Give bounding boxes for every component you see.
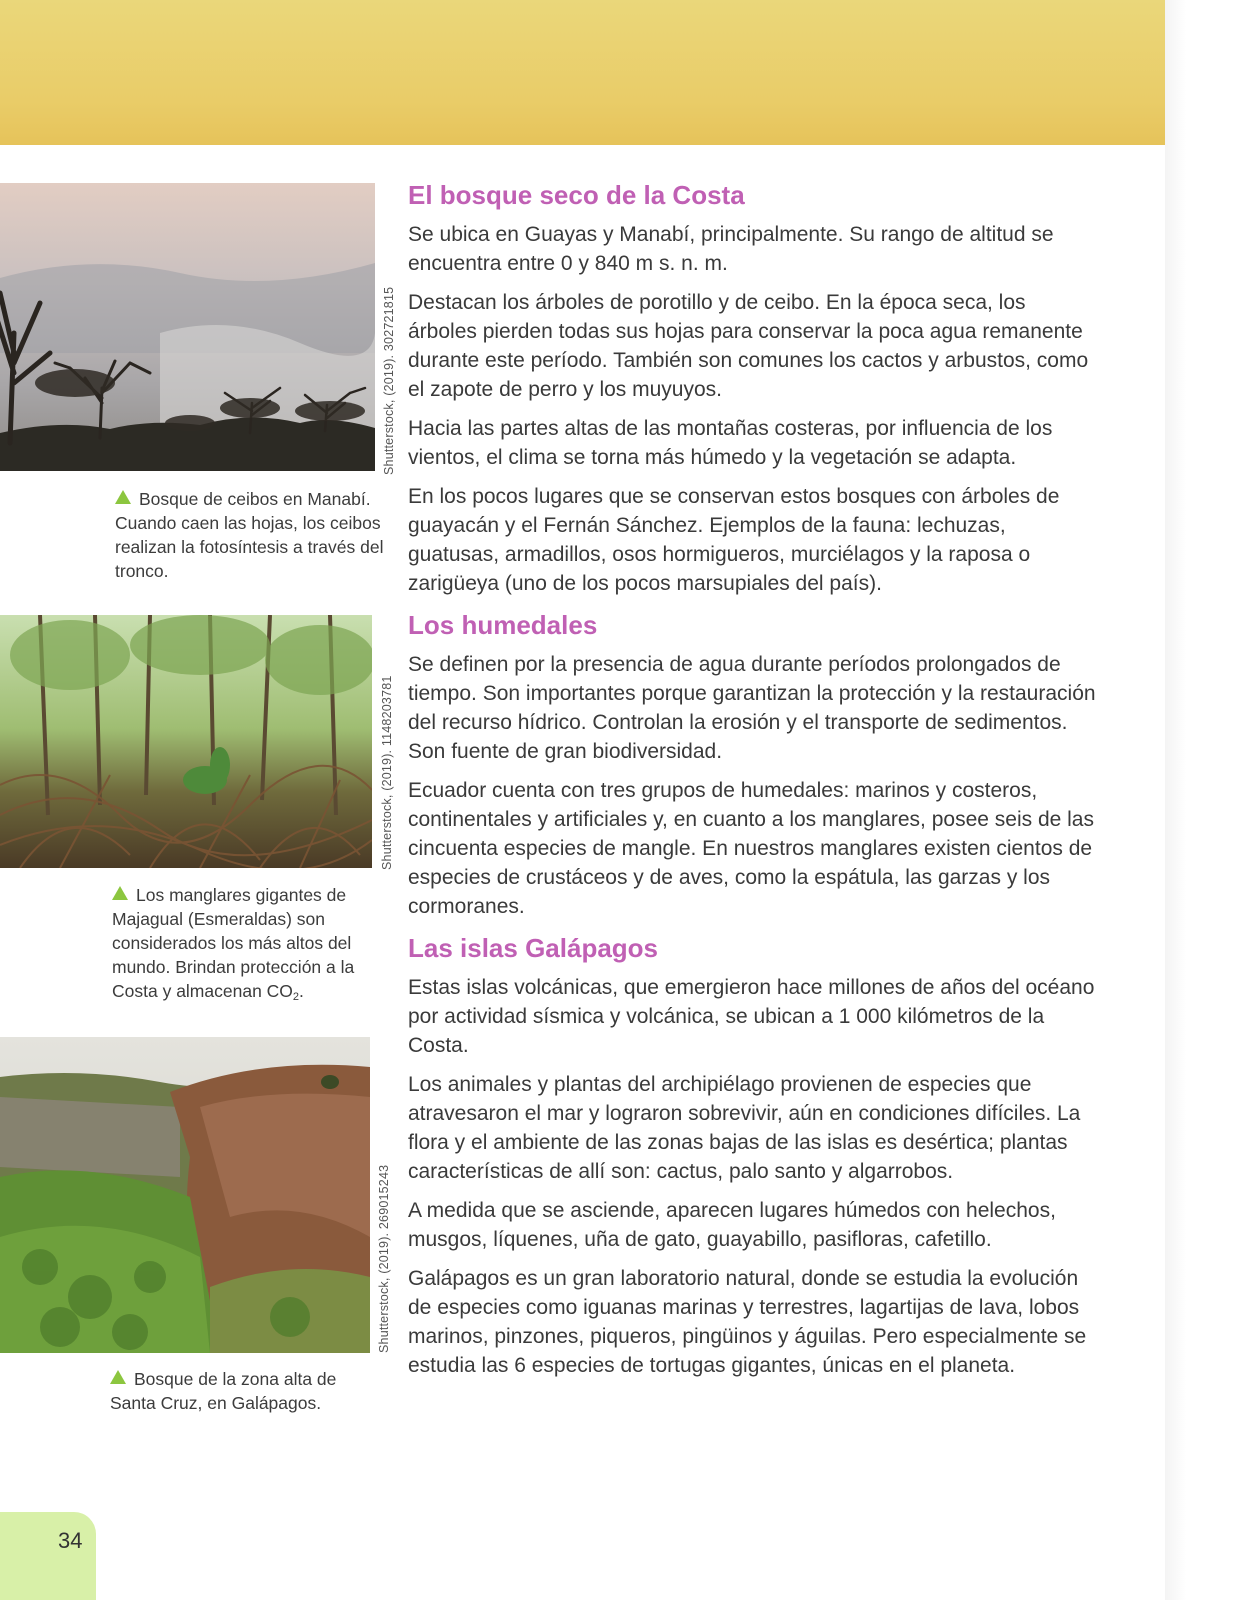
paragraph: En los pocos lugares que se conservan estos bosques con árboles de guayacán y el Fernán Sánchez. Ejemplos de la fauna: lechuzas, guatusas, armadillos, osos hormigueros, murciélagos y la raposa o zarigüeya (uno de los pocos marsupiales del país). xyxy=(408,485,1060,595)
photo-ceibo-forest xyxy=(0,183,375,471)
paragraph: Destacan los árboles de porotillo y de ceibo. En la época seca, los árboles pierden todas sus hojas para conservar la poca agua remanente durante este período. También son comunes los cactos y arbustos, como el zapote de perro y los muyuyos. xyxy=(408,291,1089,401)
triangle-marker-icon xyxy=(112,886,128,900)
paragraph: Los animales y plantas del archipiélago provienen de especies que atravesaron el mar y lograron sobrevivir, aún en condiciones difíciles. La flora y el ambiente de las zonas bajas de las islas es desértica; plantas características de allí son: cactus, palo santo y algarrobos. xyxy=(408,1073,1081,1183)
paragraph: Ecuador cuenta con tres grupos de humedales: marinos y costeros, continentales y artificiales y, en cuanto a los manglares, posee seis de las cincuenta especies de mangle. En nuestros manglares existen cientos de especies de crustáceos y de aves, como la espátula, las garzas y los cormoranes. xyxy=(408,779,1094,918)
photo-mangroves xyxy=(0,615,372,868)
photo-credit: Shutterstock, (2019). 1148203781 xyxy=(380,675,394,870)
paragraph: Se definen por la presencia de agua durante períodos prolongados de tiempo. Son importantes porque garantizan la protección y la restauración del recurso hídrico. Controlan la erosión y el transporte de sedimentos. Son fuente de gran biodiversidad. xyxy=(408,653,1096,763)
section-heading: El bosque seco de la Costa xyxy=(408,180,745,210)
photo-caption: Bosque de la zona alta de Santa Cruz, en Galápagos. xyxy=(110,1369,337,1413)
section-bosque-seco xyxy=(408,178,1098,598)
top-color-band xyxy=(0,0,1165,145)
main-content xyxy=(408,178,1098,1390)
photo-credit: Shutterstock, (2019). 269015243 xyxy=(377,1164,391,1353)
photo-caption: Bosque de ceibos en Manabí. Cuando caen las hojas, los ceibos realizan la fotosíntesis a través del tronco. xyxy=(115,489,384,581)
photo-santa-cruz-highlands xyxy=(0,1037,370,1353)
paragraph: Estas islas volcánicas, que emergieron hace millones de años del océano por actividad sísmica y volcánica, se ubican a 1 000 kilómetros de la Costa. xyxy=(408,976,1095,1057)
section-galapagos xyxy=(408,931,1098,1380)
paragraph: Se ubica en Guayas y Manabí, principalmente. Su rango de altitud se encuentra entre 0 y 840 m s. n. m. xyxy=(408,223,1054,275)
section-heading: Las islas Galápagos xyxy=(408,933,659,963)
photo-credit: Shutterstock, (2019). 302721815 xyxy=(382,286,396,475)
triangle-marker-icon xyxy=(110,1370,126,1384)
paragraph: Hacia las partes altas de las montañas costeras, por influencia de los vientos, el clima se torna más húmedo y la vegetación se adapta. xyxy=(408,417,1053,469)
page-number-tab xyxy=(0,1512,96,1600)
triangle-marker-icon xyxy=(115,490,131,504)
paragraph: A medida que se asciende, aparecen lugares húmedos con helechos, musgos, líquenes, uña de gato, guayabillo, pasifloras, cafetillo. xyxy=(408,1199,1056,1251)
section-humedales xyxy=(408,608,1098,921)
photo-caption: Los manglares gigantes de Majagual (Esmeraldas) son considerados los más altos del mundo. Brindan protección a la Costa y almacenan $CO_2$. xyxy=(112,885,355,1003)
paragraph: Galápagos es un gran laboratorio natural, donde se estudia la evolución de especies como iguanas marinas y terrestres, lagartijas de lava, lobos marinos, pinzones, piqueros, pingüinos y águilas. Pero especialmente se estudia las 6 especies de tortugas gigantes, únicas en el planeta. xyxy=(408,1267,1087,1377)
page-edge-shadow xyxy=(1165,0,1236,1600)
section-heading: Los humedales xyxy=(408,610,598,640)
page-number: 34 xyxy=(58,1528,83,1553)
